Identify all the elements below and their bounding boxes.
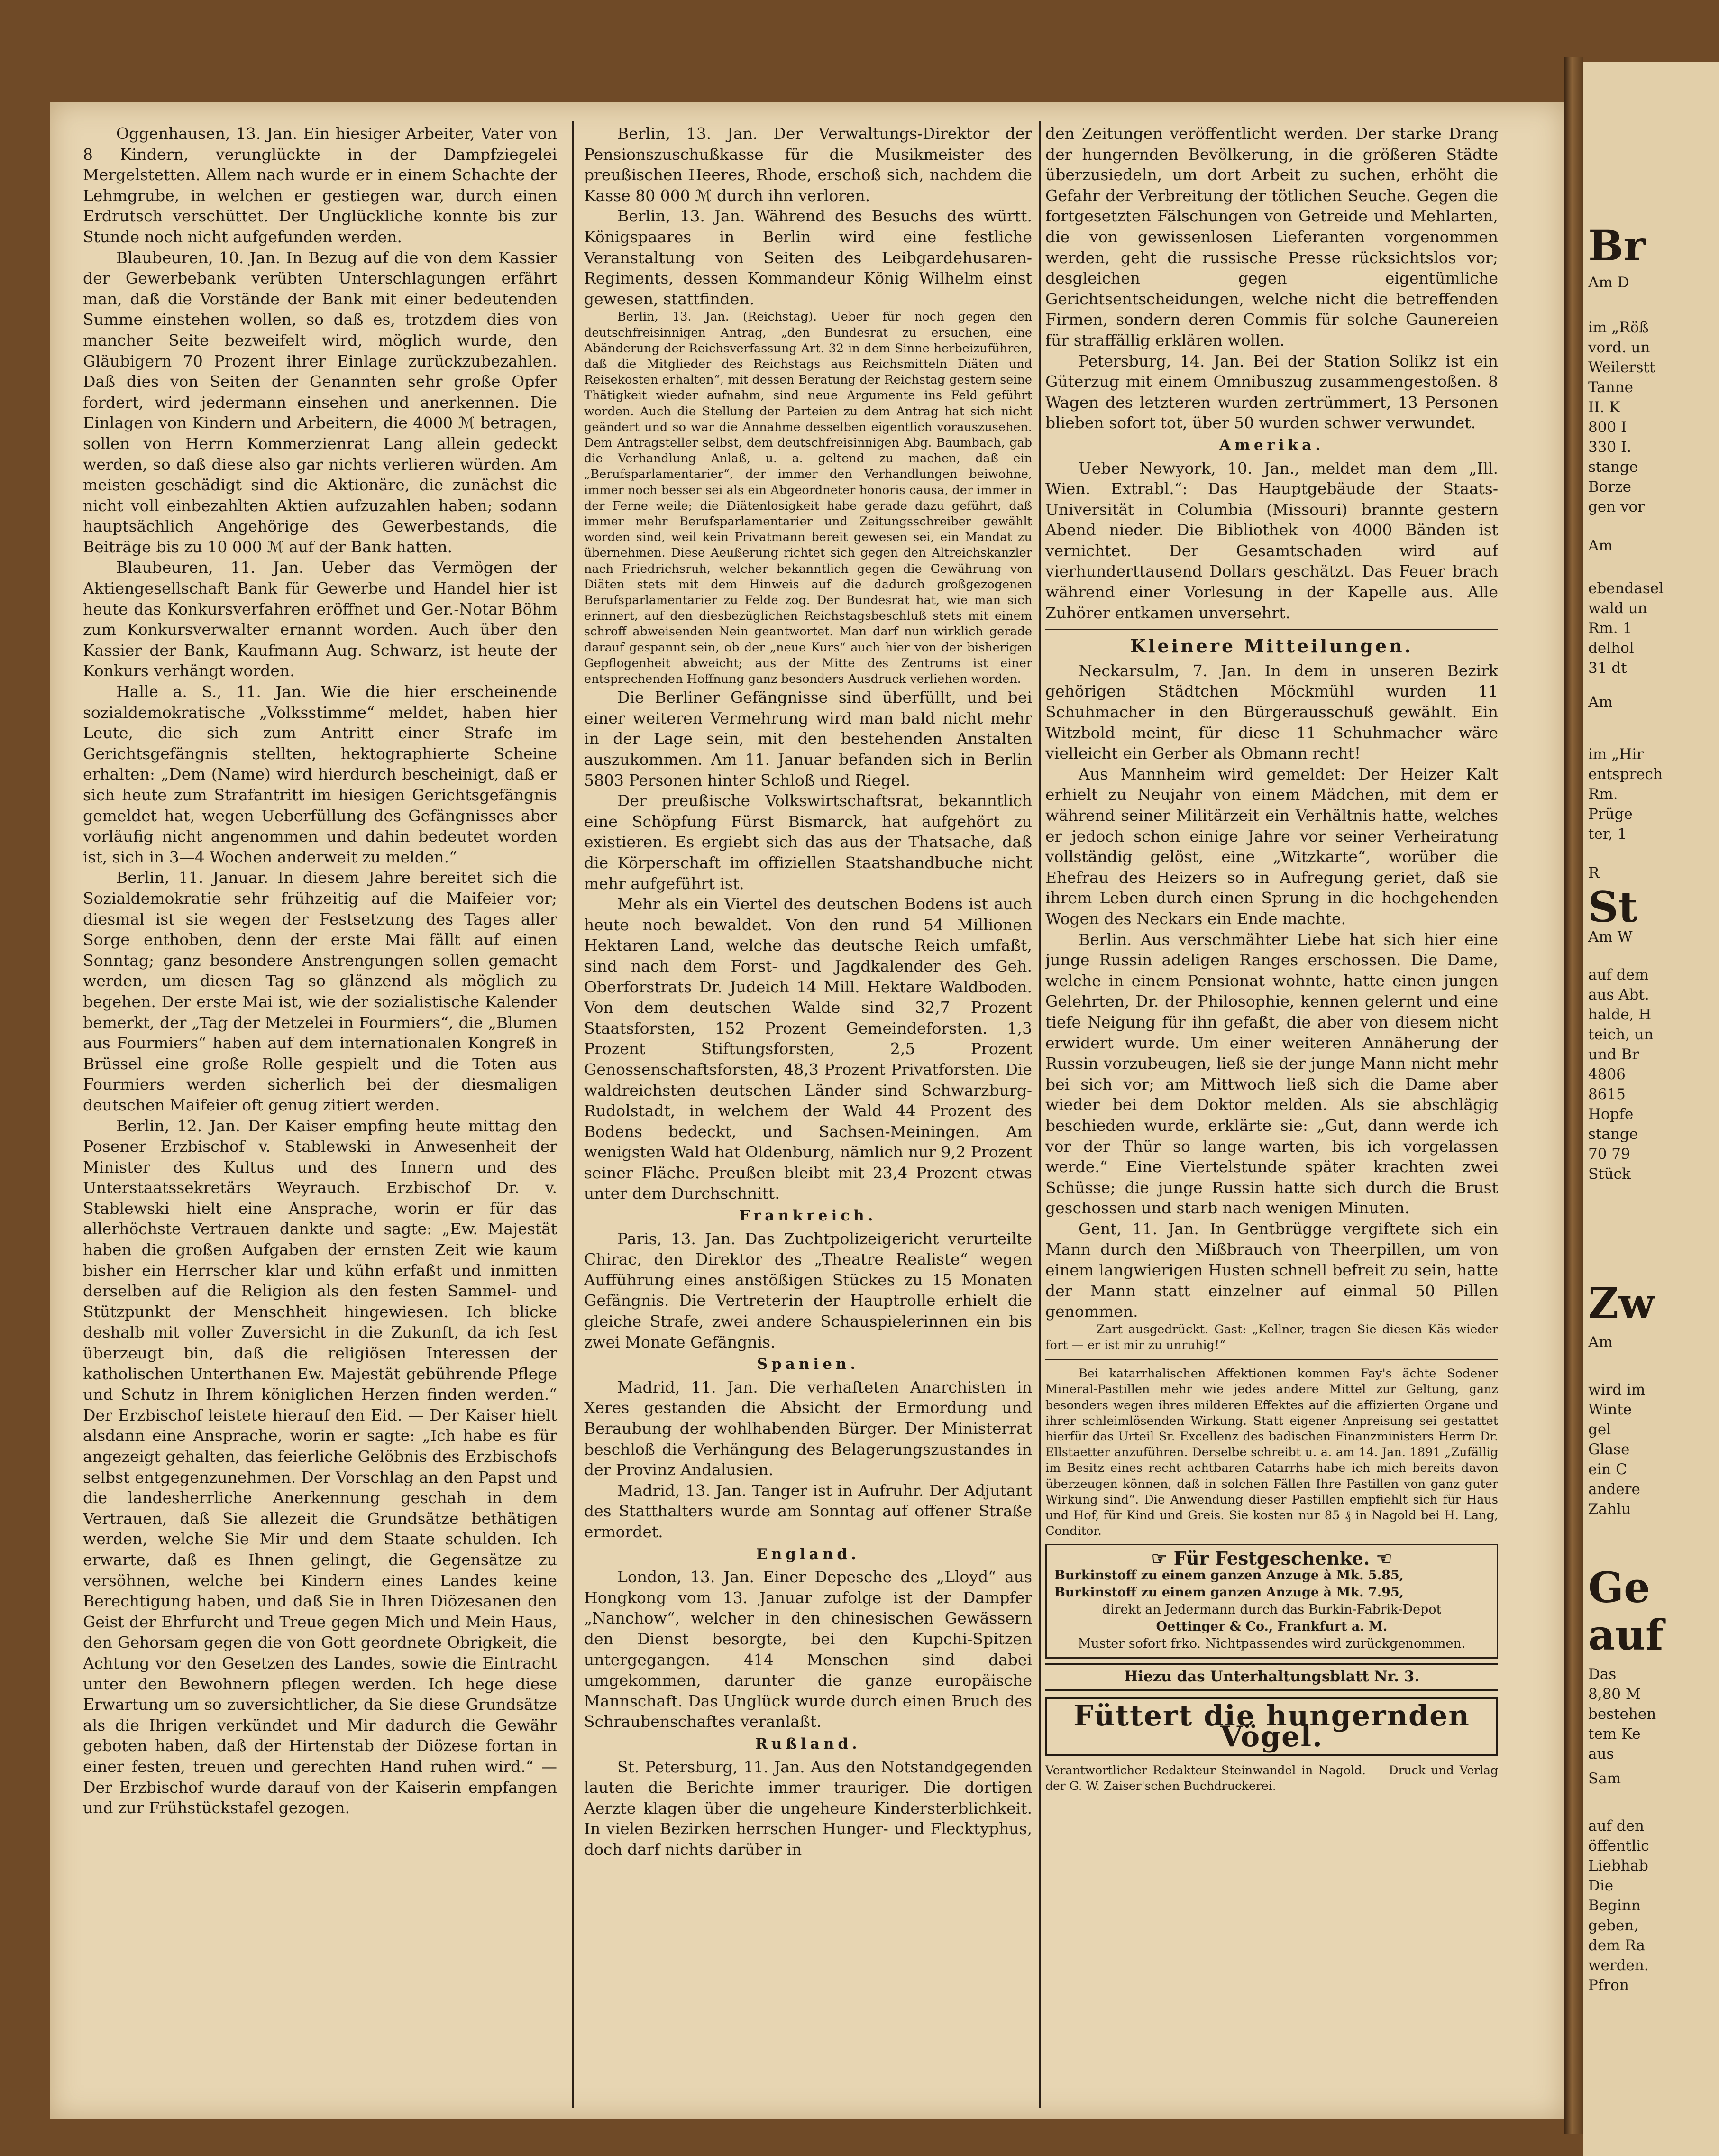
fragment-heading: auf [1588,1610,1664,1660]
news-item: Halle a. S., 11. Jan. Wie die hier erscheinende sozialdemokratische „Volksstimme“ meldet, haben hier Leute, die sich zum Antritt einer Strafe im Gerichtsgefängnis stellten, hektographierte Scheine erhalten: „Dem (Name) wird hierdurch bescheinigt, daß er sich heute zum Strafantritt im hiesigen Gerichtsgefängnis gemeldet hat, wegen Ueberfüllung des Gefängnisses aber vorläufig nicht angenommen und dahin bedeutet worden ist, sich in 3—4 Wochen anderweit zu melden.“ [83,682,557,866]
supplement-notice: Hiezu das Unterhaltungsblatt Nr. 3. [1045,1663,1498,1691]
news-item: Berlin, 11. Januar. In diesem Jahre bereitet sich die Sozialdemokratie sehr frühzeitig auf die Maifeier vor; diesmal ist sie wegen der Festsetzung des Tages aller Sorge enthoben, denn der erste Mai fällt auf einen Sonntag; ganz besondere Anstrengungen sollen gemacht werden, um diesen Tag so glänzend als möglich zu begehen. Der erste Mai ist, wie der sozialistische Kalender bemerkt, der „Tag der Metzelei in Fourmiers“, die „Blumen aus Fourmiers“ haben auf dem internationalen Kongreß in Brüssel eine große Rolle gespielt und die Toten aus Fourmiers werden sicherlich bei der diesmaligen deutschen Maifeier oft genug zitiert werden. [83,868,557,1114]
fragment-line: Rm. [1588,786,1618,803]
anecdote: — Zart ausgedrückt. Gast: „Kellner, tragen Sie diesen Käs wieder fort — er ist mir zu unruhig!“ [1045,1322,1498,1353]
fragment-line: Winte [1588,1401,1632,1418]
fragment-heading: Br [1588,221,1646,270]
news-item: Paris, 13. Jan. Das Zuchtpolizeigericht verurteilte Chirac, den Direktor des „Theatre Realiste“ wegen Aufführung eines anstößigen Stückes zu 15 Monaten Gefängnis. Die Vertreterin der Hauptrolle erhielt die gleiche Strafe, zwei andere Schauspielerinnen ein bis zwei Monate Gefängnis. [584,1229,1032,1351]
fragment-line: öffentlic [1588,1837,1649,1854]
news-item: Neckarsulm, 7. Jan. In dem in unseren Bezirk gehörigen Städtchen Möckmühl wurden 11 Schuhmacher in den Bürgerausschuß gewählt. Ein Witzbold meint, für diese 11 Schuhmacher wäre vielleicht ein Gerber als Obmann recht! [1045,661,1498,763]
fragment-line: Pfron [1588,1977,1629,1994]
fragment-line: II. K [1588,399,1620,416]
fragment-line: 800 I [1588,419,1627,436]
fragment-line: tem Ke [1588,1725,1641,1743]
ad-title: ☞ Für Festgeschenke. ☜ [1151,1548,1392,1569]
news-item: Die Berliner Gefängnisse sind überfüllt, und bei einer weiteren Vermehrung wird man bald nicht mehr in der Lage sein, mit den bestehenden Anstalten auszukommen. Am 11. Januar befanden sich in Berlin 5803 Personen hinter Schloß und Riegel. [584,688,1032,789]
fragment-line: R [1588,864,1600,881]
ad-line: Oettinger & Co., Frankfurt a. M. [1156,1619,1388,1634]
fragment-line: ter, 1 [1588,826,1627,843]
fragment-line: stange [1588,1126,1638,1143]
ad-line: direkt an Jedermann durch das Burkin-Fabrik-Depot [1102,1602,1442,1617]
fragment-line: im „Röß [1588,319,1649,336]
slogan-banner: Füttert die hungernden Vögel. [1045,1697,1498,1756]
fragment-line: auf den [1588,1817,1644,1835]
fragment-line: 4806 [1588,1066,1626,1083]
ad-line: Burkinstoff zu einem ganzen Anzuge à Mk. 5.85, [1054,1568,1404,1583]
section-heading-russland: Rußland. [755,1735,861,1752]
fragment-line: Am W [1588,928,1633,945]
fragment-line: werden. [1588,1957,1649,1974]
fragment-line: Sam [1588,1770,1621,1787]
fragment-line: Borze [1588,478,1631,495]
fragment-line: 70 79 [1588,1146,1630,1163]
fragment-line: Hopfe [1588,1106,1634,1123]
news-item: Berlin, 13. Jan. Während des Besuchs des württ. Königspaares in Berlin wird eine festliche Veranstaltung von Seiten des Leibgardehusaren-Regiments, dessen Kommandeur König Wilhelm einst gewesen, stattfinden. [584,207,1032,308]
fragment-line: wald un [1588,600,1647,617]
news-item: Madrid, 13. Jan. Tanger ist in Aufruhr. Der Adjutant des Statthalters wurde am Sonntag auf offener Straße ermordet. [584,1481,1032,1541]
fragment-heading: Ge [1588,1563,1651,1612]
news-item: London, 13. Jan. Einer Depesche des „Lloyd“ aus Hongkong vom 13. Januar zufolge ist der Dampfer „Nanchow“, welcher in den chinesischen Gewässern den Dienst besorgte, bei den Kupchi-Spitzen untergegangen. 414 Menschen sind dabei umgekommen, darunter die ganze europäische Mannschaft. Das Unglück wurde durch einen Bruch des Schraubenschaftes veranlaßt. [584,1568,1032,1731]
news-item: den Zeitungen veröffentlicht werden. Der starke Drang der hungernden Bevölkerung, in die größeren Städte überzusiedeln, um dort Arbeit zu suchen, erhöht die Gefahr der Verbreitung der tötlichen Seuche. Gegen die fortgesetzten Fälschungen von Getreide und Mehlarten, die von gewissenlosen Lieferanten vorgenommen werden, geht die russische Presse rücksichtslos vor; desgleichen gegen eigentümliche Gerichtsentscheidungen, welche nicht die betreffenden Firmen, sondern deren Commis für solche Gaunereien für straffällig erklären wollen. [1045,124,1498,349]
section-heading-spanien: Spanien. [757,1356,860,1373]
ad-line: Muster sofort frko. Nichtpassendes wird zurückgenommen. [1078,1636,1466,1651]
fragment-line: 8,80 M [1588,1686,1641,1703]
fragment-line: Am [1588,537,1613,554]
fragment-line: Liebhab [1588,1857,1648,1874]
column-1 [83,123,557,2119]
fragment-line: teich, un [1588,1026,1654,1043]
fragment-line: gen vor [1588,498,1645,515]
section-heading-england: England. [756,1545,860,1563]
fragment-line: Am [1588,1334,1613,1351]
news-item: Blaubeuren, 11. Jan. Ueber das Vermögen der Aktiengesellschaft Bank für Gewerbe und Handel hier ist heute das Konkursverfahren eröffnet und Ger.-Notar Böhm zum Konkursverwalter ernannt worden. Auch über den Kassier der Bank, Kaufmann Aug. Schwarz, ist heute der Konkurs verhängt worden. [83,558,557,680]
news-item: Berlin, 13. Jan. Der Verwaltungs-Direktor der Pensionszuschußkasse für die Musikmeister des preußischen Heeres, Rhode, erschoß sich, nachdem die Kasse 80 000 ℳ durch ihn verloren. [584,124,1032,205]
news-item: Gent, 11. Jan. In Gentbrügge vergiftete sich ein Mann durch den Mißbrauch von Theerpillen, um von einem langwierigen Husten schnell befreit zu sein, hatte der Mann statt einzelner auf einmal 50 Pillen genommen. [1045,1219,1498,1321]
fragment-line: dem Ra [1588,1937,1645,1954]
fragment-line: aus [1588,1745,1614,1762]
fragment-line: Am [1588,694,1613,711]
fragment-line: wird im [1588,1381,1646,1398]
fragment-line: Prüge [1588,806,1633,823]
fragment-line: auf dem [1588,966,1649,983]
news-item: Ueber Newyork, 10. Jan., meldet man dem „Ill. Wien. Extrabl.“: Das Hauptgebäude der Staats-Universität in Columbia (Missouri) brannte gestern Abend nieder. Die Bibliothek von 4000 Bänden ist vernichtet. Der Gesamtschaden wird auf vierhunderttausend Dollars geschätzt. Das Feuer brach während einer Vorlesung in der Kapelle aus. Alle Zuhörer entkamen unversehrt. [1045,459,1498,622]
news-item: Madrid, 11. Jan. Die verhafteten Anarchisten in Xeres gestanden die Absicht der Ermordung und Beraubung der wohlhabenden Bürger. Der Ministerrat beschloß die Verhängung des Belagerungszustandes in der Provinz Andalusien. [584,1377,1032,1479]
page-binding [1564,57,1583,2134]
column-rule [572,121,574,2108]
fragment-heading: St [1588,882,1638,932]
fragment-line: Rm. 1 [1588,620,1632,637]
reichstag-report: Berlin, 13. Jan. (Reichstag). Ueber für noch gegen den deutschfreisinnigen Antrag, „den Bundesrat zu ersuchen, eine Abänderung der Reichsverfassung Art. 32 in dem Sinne herbeizuführen, daß die Mitglieder des Reichstags aus Reichsmitteln Diäten und Reisekosten erhalten“, mit dessen Beratung der Reichstag gestern seine Thätigkeit wieder aufnahm, sind neue Argumente ins Feld geführt worden. Auch die Stellung der Parteien zu dem Antrag hat sich nicht geändert und so war die Annahme desselben eigentlich vorauszusehen. Dem Antragsteller selbst, dem deutschfreisinnigen Abg. Baumbach, gab die Verhandlung Anlaß, u. a. geltend zu machen, daß ein „Berufsparlamentarier“, der immer den Verhandlungen beiwohne, immer noch besser sei als ein Abgeordneter honoris causa, der immer in der Ferne weile; die Diätenlosigkeit habe gerade dazu geführt, daß immer mehr Berufsparlamentarier und Zeitungsschreiber gewählt worden sind, weil kein Privatmann bereit gewesen sei, ein Mandat zu übernehmen. Diese Aeußerung richtet sich gegen den Altreichskanzler nach Friedrichsruh, welcher bekanntlich gegen die Gewährung von Diäten stets mit dem Hinweis auf die dadurch großgezogenen Berufsparlamentarier zu Felde zog. Der Bundesrat hat, wie man sich erinnert, auf den diesbezüglichen Reichstagsbeschluß stets mit einem schroff abweisenden Nein geantwortet. Man darf nun wirklich gerade darauf gespannt sein, ob der „neue Kurs“ auch hier von der bisherigen Gepflogenheit abweicht; aus der Mitte des Zentrums ist einer entsprechenden Hoffnung ganz besonders Ausdruck verliehen worden. [584,310,1032,687]
column-rule [1039,121,1041,2108]
fragment-line: aus Abt. [1588,986,1649,1003]
fragment-line: Beginn [1588,1897,1641,1914]
column-2 [584,123,1032,2119]
fragment-line: 31 dt [1588,660,1627,677]
news-item: Berlin, 12. Jan. Der Kaiser empfing heute mittag den Posener Erzbischof v. Stablewski in Anwesenheit der Minister des Kultus und des Innern und des Unterstaatssekretärs Weyrauch. Erzbischof Dr. v. Stablewski hielt eine Ansprache, worin er für das allerhöchste Vertrauen dankte und sagte: „Ew. Majestät haben die großen Aufgaben der ernsten Zeit wie kaum bisher ein Herrscher klar und kühn erfaßt und inmitten derselben auf die Religion als den festen Sammel- und Stützpunkt der Menschheit hingewiesen. Ich blicke deshalb mit voller Zuversicht in die Zukunft, da ich fest überzeugt bin, daß die religiösen Interessen der katholischen Unterthanen Ew. Majestät gebührende Pflege und Schutz in Ihrem königlichen Herzen finden werden.“ Der Erzbischof leistete hierauf den Eid. — Der Kaiser hielt alsdann eine Ansprache, worin er sagte: „Ich habe es für angezeigt gehalten, das feierliche Gelöbnis des Erzbischofs selbst entgegenzunehmen. Der Vorschlag an den Papst und die landesherrliche Anerkennung geschah in dem Vertrauen, daß Sie allezeit die Grundsätze bethätigen werden, welche Sie Mir und dem Staate schulden. Ich erwarte, daß es Ihnen gelingt, die Gegensätze zu versöhnen, welche bei Kindern eines Landes keine Berechtigung haben, und daß Sie in Ihren Diözesanen den Geist der Ehrfurcht und Treue gegen Mich und Mein Haus, den Gehorsam gegen die von Gott geordnete Obrigkeit, die Achtung vor den Gesetzen des Landes, sowie die Eintracht unter den Bewohnern pflegen werden. Ich hege diese Erwartung um so zuversichtlicher, da Sie diese Grundsätze als die Ihrigen verkündet und Mir dadurch die Gewähr geboten haben, daß der Hirtenstab der Diözese fortan in einer festen, treuen und gerechten Hand ruhen wird.“ — Der Erzbischof wurde darauf von der Kaiserin empfangen und zur Frühstückstafel gezogen. [83,1116,557,1817]
ad-line: Burkinstoff zu einem ganzen Anzuge à Mk. 7.95, [1054,1585,1404,1600]
news-item: Blaubeuren, 10. Jan. In Bezug auf die von dem Kassier der Gewerbebank verübten Unterschlagungen erfährt man, daß die Vorstände der Bank mit einer bedeutenden Summe einstehen wollen, so daß es, trotzdem dies von mancher Seite bezweifelt wird, möglich wurde, den Gläubigern 70 Prozent ihrer Einlage zurückzubezahlen. Daß dies von Seiten der Genannten sehr große Opfer fordert, wird jedermann einsehen und anerkennen. Die Einlagen von Kindern und Arbeitern, die 4000 ℳ betragen, sollen von Herrn Kommerzienrat Lang allein gedeckt werden, so daß diese also gar nichts verlieren würden. Am meisten geschädigt sind die Aktionäre, die zunächst die nicht voll einbezahlten Aktien aufzuzahlen haben; sodann hauptsächlich Angehörige des Gewerbestands, die Beiträge bis zu 10 000 ℳ auf der Bank hatten. [83,248,557,556]
adjacent-page [1583,62,1719,2156]
fragment-line: halde, H [1588,1006,1652,1023]
fragment-line: Glase [1588,1441,1630,1458]
advertisement-festgeschenke [1045,1544,1498,1659]
fragment-line: Die [1588,1877,1614,1894]
fragment-heading: Zw [1588,1278,1655,1328]
news-item: Aus Mannheim wird gemeldet: Der Heizer Kalt erhielt zu Neujahr von einem Mädchen, mit dem er während seiner Militärzeit ein Verhältnis hatte, welches er jedoch schon einige Jahre vor seiner Verheiratung vollständig gelöst, eine „Witzkarte“, worüber die Ehefrau des Heizers so in Aufregung geriet, daß sie ihrem Leben durch einen Sprung in die hochgehenden Wogen des Neckars ein Ende machte. [1045,764,1498,928]
news-item: Der preußische Volkswirtschaftsrat, bekanntlich eine Schöpfung Fürst Bismarck, hat aufgehört zu existieren. Es ergiebt sich das aus der Thatsache, daß die Körperschaft im offiziellen Staatshandbuche nicht mehr aufgeführt ist. [584,791,1032,893]
fragment-line: ein C [1588,1461,1627,1478]
news-item: Berlin. Aus verschmähter Liebe hat sich hier eine junge Russin adeligen Ranges erschossen. Die Dame, welche in einem Pensionat wohnte, hatte einen jungen Gelehrten, Dr. der Philosophie, kennen gelernt und eine tiefe Neigung für ihn gefaßt, die aber von diesem nicht erwidert wurde. Um einer weiteren Annäherung der Russin vorzubeugen, ließ sie der junge Mann nicht mehr bei sich vor; am Mittwoch ließ sich die Dame aber wieder bei dem Doktor melden. Als sie abschlägig beschieden wurde, erklärte sie: „Gut, dann werde ich vor der Thür so lange warten, bis ich vorgelassen werde.“ Eine Viertelstunde später krachten zwei Schüsse; die junge Russin hatte sich durch die Brust geschossen und starb nach wenigen Minuten. [1045,930,1498,1218]
fragment-line: geben, [1588,1917,1639,1934]
imprint: Verantwortlicher Redakteur Steinwandel in Nagold. — Druck und Verlag der G. W. Zaiser'schen Buchdruckerei. [1045,1763,1498,1793]
fragment-line: andere [1588,1481,1640,1498]
section-heading-amerika: Amerika. [1219,436,1325,454]
fragment-line: Das [1588,1666,1617,1683]
section-heading-kleinere-mitteilungen: Kleinere Mitteilungen. [1130,635,1413,657]
fragment-line: entsprech [1588,766,1663,783]
fragment-line: Am D [1588,274,1629,291]
fragment-line: Weilerstt [1588,359,1655,376]
section-heading-frankreich: Frankreich. [739,1207,877,1225]
fragment-line: 330 I. [1588,439,1632,456]
fragment-line: Zahlu [1588,1501,1631,1518]
news-item: Oggenhausen, 13. Jan. Ein hiesiger Arbeiter, Vater von 8 Kindern, verunglückte in der Dampfziegelei Mergelstetten. Allem nach wurde er in einem Schachte der Lehmgrube, in welchen er gestiegen war, durch einen Erdrutsch verschüttet. Der Unglückliche konnte bis zur Stunde noch nicht aufgefunden werden. [83,124,557,246]
fragment-line: gel [1588,1421,1611,1438]
fragment-line: Tanne [1588,379,1634,396]
fragment-line: ebendasel [1588,580,1664,597]
fragment-line: 8615 [1588,1086,1626,1103]
fragment-line: und Br [1588,1046,1639,1063]
fragment-line: stange [1588,459,1638,476]
column-3 [1045,123,1498,2119]
fragment-line: im „Hir [1588,746,1644,763]
news-item: Mehr als ein Viertel des deutschen Bodens ist auch heute noch bewaldet. Von den rund 54 Millionen Hektaren Land, welche das deutsche Reich umfaßt, sind nach dem Forst- und Jagdkalender des Geh. Oberforstrats Dr. Judeich 14 Mill. Hektare Waldboden. Von dem deutschen Walde sind 32,7 Prozent Staatsforsten, 152 Prozent Gemeindeforsten. 1,3 Prozent Stiftungsforsten, 2,5 Prozent Genossenschaftsforsten, 48,3 Prozent Privatforsten. Die waldreichsten deutschen Länder sind Schwarzburg-Rudolstadt, in welchem der Wald 44 Prozent des Bodens bedeckt, und Sachsen-Meiningen. Am wenigsten Wald hat Oldenburg, nämlich nur 9,2 Prozent seiner Fläche. Preußen bleibt mit 23,4 Prozent etwas unter dem Durchschnitt. [584,895,1032,1203]
fragment-line: Stück [1588,1165,1631,1183]
fragment-line: bestehen [1588,1706,1656,1723]
fragment-line: vord. un [1588,339,1650,356]
fragment-line: delhol [1588,640,1634,657]
section-divider [1045,629,1498,630]
section-divider [1045,1359,1498,1360]
news-item: St. Petersburg, 11. Jan. Aus den Notstandgegenden lauten die Berichte immer trauriger. Die dortigen Aerzte klagen über die ungeheure Kindersterblichkeit. In vielen Bezirken herrschen Hunger- und Flecktyphus, doch darf nichts darüber in [584,1757,1032,1859]
advertisement-pastillen: Bei katarrhalischen Affektionen kommen Fay's ächte Sodener Mineral-Pastillen mehr wie jedes andere Mittel zur Geltung, ganz besonders wegen ihres milderen Effektes auf die affizierten Organe und ihrer schleimlösenden Wirkung. Statt eigener Anpreisung sei gestattet hierfür das Urteil Sr. Excellenz des badischen Finanzministers Herrn Dr. Ellstaetter anzuführen. Derselbe schreibt u. a. am 14. Jan. 1891 „Zufällig im Besitz eines recht achtbaren Catarrhs habe ich mich bereits davon überzeugen können, daß in solchen Fällen Ihre Pastillen von ganz guter Wirkung sind“. Die Anwendung dieser Pastillen empfiehlt sich für Haus und Hof, für Kind und Greis. Sie kosten nur 85 ₰ in Nagold bei H. Lang, Conditor. [1045,1367,1498,1539]
news-item: Petersburg, 14. Jan. Bei der Station Solikz ist ein Güterzug mit einem Omnibuszug zusammengestoßen. 8 Wagen des letzteren wurden zertrümmert, 13 Personen blieben sofort tot, über 50 wurden schwer verwundet. [1045,351,1498,432]
